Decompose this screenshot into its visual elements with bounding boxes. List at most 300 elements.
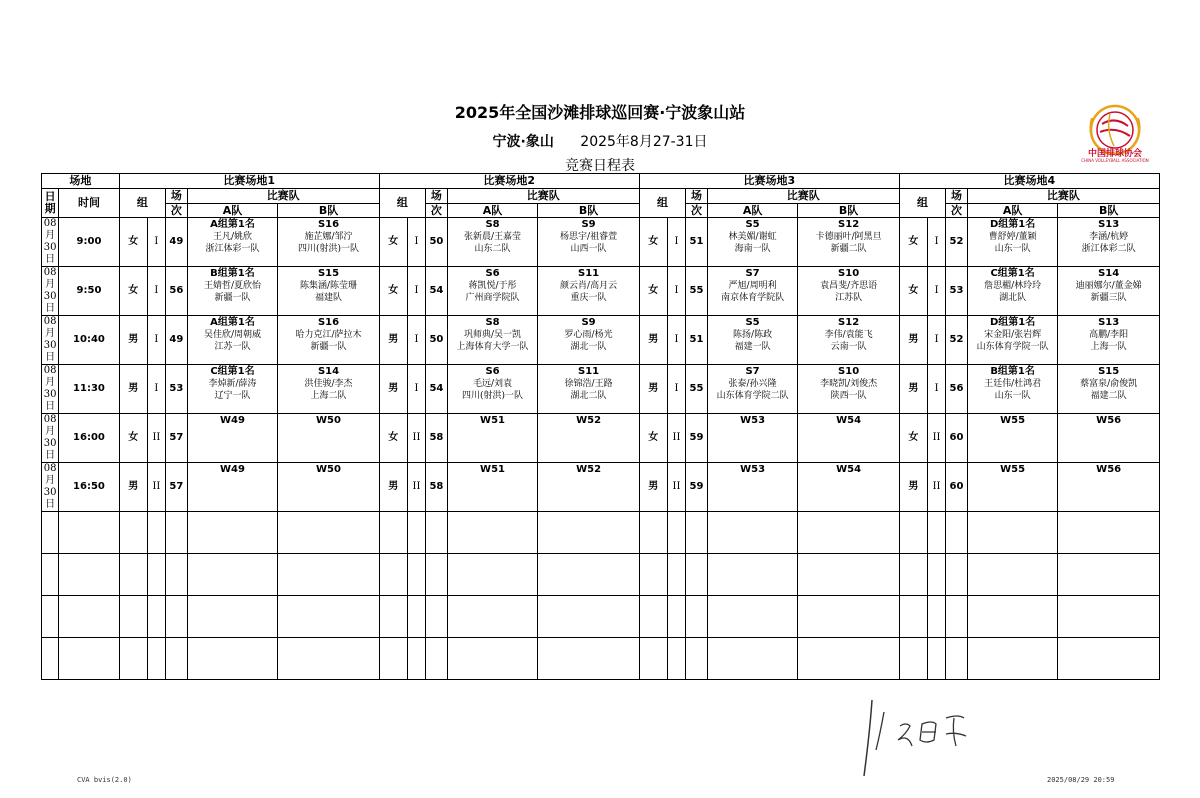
team-code: S16 (317, 219, 340, 230)
gender-text: 男 (388, 383, 399, 394)
date-header-char: 期 (44, 202, 56, 215)
match-number-text: 50 (429, 236, 444, 247)
match-number-cell (166, 218, 188, 267)
team-a-cell (187, 414, 278, 463)
team-b-cell (538, 365, 639, 414)
time-cell (59, 365, 119, 414)
team-b-cell (538, 316, 639, 365)
round-text: I (674, 236, 679, 247)
match-number-cell (686, 365, 708, 414)
time-text: 10:40 (73, 334, 105, 345)
date-cell (42, 463, 59, 512)
schedule-table (41, 173, 1160, 680)
empty-cell (447, 638, 538, 680)
team-code: S15 (317, 268, 340, 279)
team-code: C组第1名 (210, 366, 255, 377)
empty-cell (426, 512, 448, 554)
team-club: 新疆三队 (1090, 293, 1127, 303)
teams-header (967, 189, 1159, 204)
team-a-header-text: A队 (742, 203, 763, 217)
empty-cell (407, 596, 425, 638)
team-club: 新疆一队 (310, 342, 347, 352)
date-char: 日 (45, 254, 56, 265)
date-cell (42, 365, 59, 414)
team-club: 山东一队 (994, 244, 1031, 254)
team-club: 广州商学院队 (465, 293, 520, 303)
team-a-cell (187, 267, 278, 316)
team-code: S9 (581, 317, 596, 328)
round-cell (667, 316, 685, 365)
empty-cell (119, 554, 147, 596)
teams-header-text: 比赛队 (1046, 189, 1080, 202)
court-name: 比赛场地1 (223, 174, 276, 187)
empty-cell (946, 638, 968, 680)
match-number-cell (426, 218, 448, 267)
date-char: 月 (45, 426, 56, 437)
team-a-cell (447, 267, 538, 316)
empty-cell (407, 638, 425, 680)
team-b-cell (798, 414, 899, 463)
team-b-cell (278, 267, 379, 316)
teams-header (187, 189, 379, 204)
team-players: 李涵/杭婷 (1089, 232, 1129, 242)
team-players: 王婧哲/夏欣怡 (203, 281, 261, 291)
round-text: I (674, 334, 679, 345)
round-cell (927, 365, 945, 414)
match-number-cell (426, 267, 448, 316)
gender-text: 女 (388, 236, 399, 247)
team-club: 南京体育学院队 (721, 293, 785, 303)
empty-cell (1058, 512, 1159, 554)
team-players: 李伟/袁能飞 (824, 330, 873, 340)
empty-cell (798, 512, 899, 554)
team-club: 上海体育大学一队 (456, 342, 529, 352)
empty-cell (927, 554, 945, 596)
team-code: D组第1名 (989, 219, 1036, 230)
time-text: 9:00 (76, 236, 102, 247)
team-code: W54 (836, 464, 862, 475)
team-a-cell (967, 267, 1058, 316)
team-b-cell (1058, 463, 1159, 512)
date-char: 30 (43, 291, 57, 302)
empty-cell (407, 554, 425, 596)
team-code: S9 (581, 219, 596, 230)
match-number-text: 52 (949, 334, 964, 345)
empty-cell (426, 596, 448, 638)
team-code: S12 (838, 219, 860, 230)
empty-cell (667, 512, 685, 554)
team-code: S16 (317, 317, 340, 328)
match-number-text: 58 (429, 432, 444, 443)
team-club: 湖北二队 (570, 391, 607, 401)
gender-cell (119, 316, 147, 365)
group-header-text: 组 (136, 196, 148, 209)
empty-cell (798, 596, 899, 638)
empty-cell (899, 596, 927, 638)
group-header (899, 189, 945, 218)
match-header-char: 次 (951, 203, 962, 217)
round-cell (927, 267, 945, 316)
round-cell (927, 316, 945, 365)
empty-cell (798, 554, 899, 596)
team-club: 山西一队 (570, 244, 607, 254)
team-players: 施芷娜/邹泞 (304, 232, 353, 242)
venue-label-text: 场地 (69, 174, 92, 187)
round-text: I (934, 236, 939, 247)
empty-cell (707, 596, 798, 638)
team-a-cell (187, 218, 278, 267)
match-number-text: 52 (949, 236, 964, 247)
round-cell (407, 365, 425, 414)
team-code: A组第1名 (210, 219, 255, 230)
match-number-text: 58 (429, 481, 444, 492)
team-b-cell (278, 218, 379, 267)
empty-cell (119, 638, 147, 680)
empty-cell (59, 596, 119, 638)
match-number-text: 60 (949, 481, 964, 492)
date-char: 30 (43, 487, 57, 498)
gender-cell (119, 218, 147, 267)
date-cell (42, 414, 59, 463)
match-header-char: 次 (690, 203, 702, 217)
schedule-caption: 竞赛日程表 (565, 158, 635, 174)
gender-cell (119, 267, 147, 316)
court-header (899, 174, 1159, 189)
gender-cell (639, 365, 667, 414)
team-club: 陕西一队 (830, 391, 867, 401)
empty-cell (59, 554, 119, 596)
date-char: 日 (45, 303, 56, 314)
match-number-text: 50 (429, 334, 444, 345)
match-number-cell (946, 316, 968, 365)
match-header-top (946, 189, 968, 204)
team-players: 张泰/孙兴隆 (728, 379, 777, 389)
match-number-cell (946, 267, 968, 316)
empty-cell (42, 554, 59, 596)
team-b-header-text: B队 (838, 203, 859, 217)
group-header-text: 组 (917, 196, 929, 209)
match-number-text: 49 (169, 236, 184, 247)
round-text: I (414, 383, 419, 394)
gender-text: 男 (128, 481, 139, 492)
team-b-header (538, 204, 639, 218)
date-char: 月 (45, 377, 56, 388)
footer-timestamp: 2025/08/29 20:59 (1047, 776, 1115, 784)
gender-cell (639, 463, 667, 512)
team-club: 江苏一队 (214, 342, 251, 352)
gender-cell (899, 365, 927, 414)
date-char: 30 (43, 242, 57, 253)
team-players: 陈集涵/陈莹珊 (299, 281, 358, 291)
date-cell (42, 218, 59, 267)
team-players: 王廷伟/杜鸿君 (984, 379, 1042, 389)
team-club: 山东一队 (994, 391, 1031, 401)
empty-cell (379, 512, 407, 554)
gender-text: 女 (908, 285, 919, 296)
team-a-header (447, 204, 538, 218)
date-char: 30 (43, 389, 57, 400)
team-b-cell (278, 316, 379, 365)
match-number-cell (426, 365, 448, 414)
group-header (119, 189, 165, 218)
gender-text: 女 (648, 285, 659, 296)
empty-cell (1058, 596, 1159, 638)
team-code: S8 (485, 317, 500, 328)
team-code: W52 (576, 415, 602, 426)
gender-cell (899, 316, 927, 365)
date-char: 08 (43, 463, 57, 474)
round-cell (927, 463, 945, 512)
match-number-cell (946, 463, 968, 512)
team-b-header (798, 204, 899, 218)
empty-cell (538, 596, 639, 638)
empty-cell (166, 512, 188, 554)
team-players: 迪丽娜尔/董金娣 (1075, 281, 1142, 291)
team-a-cell (447, 218, 538, 267)
team-players: 詹思楣/林玲玲 (984, 281, 1042, 291)
team-code: S5 (745, 317, 760, 328)
team-a-cell (707, 463, 798, 512)
round-cell (407, 267, 425, 316)
team-club: 福建一队 (734, 342, 771, 352)
team-players: 林美媚/谢虹 (728, 232, 777, 242)
match-number-text: 54 (429, 383, 444, 394)
team-a-cell (187, 463, 278, 512)
empty-cell (379, 554, 407, 596)
team-b-cell (538, 218, 639, 267)
empty-cell (278, 512, 379, 554)
match-number-text: 51 (689, 236, 704, 247)
team-a-cell (447, 414, 538, 463)
round-text: I (154, 285, 159, 296)
round-cell (667, 365, 685, 414)
court-header (379, 174, 639, 189)
team-players: 陈扬/陈政 (733, 330, 773, 340)
empty-cell (899, 512, 927, 554)
empty-cell (278, 638, 379, 680)
empty-cell (946, 512, 968, 554)
date-cell (42, 267, 59, 316)
team-b-cell (798, 316, 899, 365)
time-text: 16:00 (73, 432, 105, 443)
empty-cell (147, 554, 165, 596)
team-club: 新疆二队 (830, 244, 867, 254)
team-code: W51 (480, 464, 505, 475)
team-club: 重庆一队 (570, 293, 607, 303)
empty-cell (407, 512, 425, 554)
table-row (42, 463, 1160, 512)
empty-cell (447, 596, 538, 638)
gender-cell (639, 414, 667, 463)
team-club: 山东体育学院一队 (976, 342, 1049, 352)
gender-text: 女 (388, 285, 399, 296)
time-header-text: 时间 (77, 196, 100, 209)
round-text: II (672, 481, 681, 492)
empty-cell (538, 638, 639, 680)
team-code: W55 (1000, 464, 1026, 475)
team-code: S7 (745, 268, 760, 279)
match-header-char: 场 (430, 189, 442, 202)
gender-text: 男 (388, 334, 399, 345)
court-header (639, 174, 899, 189)
team-b-cell (1058, 365, 1159, 414)
team-a-cell (447, 365, 538, 414)
empty-cell (667, 554, 685, 596)
team-code: S11 (578, 268, 600, 279)
empty-row (42, 638, 1160, 680)
team-code: S5 (745, 219, 760, 230)
court-name: 比赛场地3 (743, 174, 796, 187)
empty-cell (59, 638, 119, 680)
round-text: I (154, 334, 159, 345)
team-code: W56 (1096, 464, 1122, 475)
match-number-cell (686, 414, 708, 463)
empty-cell (187, 596, 278, 638)
team-b-cell (538, 463, 639, 512)
match-number-text: 60 (949, 432, 964, 443)
empty-cell (707, 554, 798, 596)
team-players: 严旭/周明利 (728, 281, 777, 291)
time-cell (59, 267, 119, 316)
round-text: II (672, 432, 681, 443)
team-a-cell (447, 463, 538, 512)
round-text: I (414, 285, 419, 296)
match-number-cell (686, 267, 708, 316)
team-code: W53 (740, 415, 766, 426)
team-club: 福建队 (315, 293, 343, 303)
match-number-cell (166, 414, 188, 463)
empty-cell (686, 596, 708, 638)
team-a-header (967, 204, 1058, 218)
team-a-header-text: A队 (222, 203, 243, 217)
table-row (42, 316, 1160, 365)
team-club: 湖北一队 (570, 342, 607, 352)
empty-cell (166, 638, 188, 680)
team-code: S14 (317, 366, 340, 377)
team-b-header-text: B队 (318, 203, 339, 217)
round-text: I (934, 285, 939, 296)
time-text: 16:50 (73, 481, 105, 492)
empty-cell (119, 596, 147, 638)
empty-cell (686, 638, 708, 680)
gender-text: 男 (648, 383, 659, 394)
team-code: W55 (1000, 415, 1026, 426)
team-players: 毛远/刘袁 (473, 379, 513, 389)
match-number-text: 53 (949, 285, 964, 296)
team-code: S14 (1098, 268, 1120, 279)
empty-row (42, 512, 1160, 554)
group-header (639, 189, 685, 218)
empty-cell (639, 638, 667, 680)
team-code: S8 (485, 219, 500, 230)
gender-text: 女 (648, 236, 659, 247)
gender-text: 女 (388, 432, 399, 443)
time-cell (59, 463, 119, 512)
match-header-bottom (426, 204, 448, 218)
date-char: 月 (45, 475, 56, 486)
empty-cell (927, 512, 945, 554)
team-a-cell (187, 316, 278, 365)
team-players: 王凡/姚欣 (212, 232, 252, 242)
match-header-bottom (166, 204, 188, 218)
match-number-text: 57 (169, 481, 184, 492)
team-club: 江苏队 (835, 293, 863, 303)
gender-text: 男 (908, 334, 919, 345)
round-cell (407, 463, 425, 512)
page-title: 2025年全国沙滩排球巡回赛·宁波象山站 (454, 103, 746, 122)
team-players: 蔡富泉/俞俊凯 (1080, 379, 1138, 389)
match-header-bottom (946, 204, 968, 218)
match-number-cell (686, 218, 708, 267)
round-cell (147, 267, 165, 316)
team-players: 宋金阳/张岩辉 (984, 330, 1042, 340)
match-number-text: 56 (169, 285, 184, 296)
team-code: S10 (838, 366, 860, 377)
team-b-cell (1058, 267, 1159, 316)
empty-cell (426, 638, 448, 680)
team-players: 巩师典/吴一凯 (464, 330, 522, 340)
empty-cell (187, 512, 278, 554)
time-cell (59, 218, 119, 267)
team-code: C组第1名 (990, 268, 1035, 279)
empty-cell (147, 638, 165, 680)
empty-cell (147, 512, 165, 554)
match-header-top (686, 189, 708, 204)
team-a-cell (707, 316, 798, 365)
team-players: 袁昌斐/齐思语 (820, 281, 878, 291)
team-b-cell (1058, 414, 1159, 463)
round-text: II (412, 481, 421, 492)
team-players: 曹舒婷/董颖 (988, 232, 1037, 242)
gender-cell (379, 316, 407, 365)
time-text: 9:50 (76, 285, 102, 296)
team-a-cell (967, 365, 1058, 414)
empty-cell (686, 554, 708, 596)
team-code: W53 (740, 464, 766, 475)
gender-cell (639, 218, 667, 267)
empty-cell (899, 554, 927, 596)
match-number-text: 59 (689, 432, 704, 443)
team-club: 山东二队 (474, 244, 511, 254)
team-b-header (278, 204, 379, 218)
round-cell (147, 414, 165, 463)
gender-text: 女 (128, 432, 139, 443)
team-a-cell (187, 365, 278, 414)
gender-cell (899, 267, 927, 316)
subtitle (0, 131, 1200, 151)
round-text: I (934, 334, 939, 345)
match-number-text: 53 (169, 383, 184, 394)
empty-cell (278, 596, 379, 638)
team-a-header-text: A队 (482, 203, 503, 217)
gender-cell (639, 267, 667, 316)
gender-cell (899, 414, 927, 463)
team-players: 李焯新/薛涛 (208, 379, 257, 389)
team-b-cell (538, 414, 639, 463)
event-dates: 2025年8月27-31日 (580, 134, 708, 150)
team-club: 浙江体彩二队 (1081, 244, 1136, 254)
team-b-cell (798, 267, 899, 316)
match-header-char: 次 (170, 203, 182, 217)
team-code: S7 (745, 366, 760, 377)
team-a-cell (707, 365, 798, 414)
empty-cell (166, 554, 188, 596)
team-players: 颜云肖/高月云 (560, 281, 618, 291)
empty-cell (798, 638, 899, 680)
team-b-cell (538, 267, 639, 316)
team-a-header (187, 204, 278, 218)
team-club: 辽宁一队 (214, 391, 251, 401)
